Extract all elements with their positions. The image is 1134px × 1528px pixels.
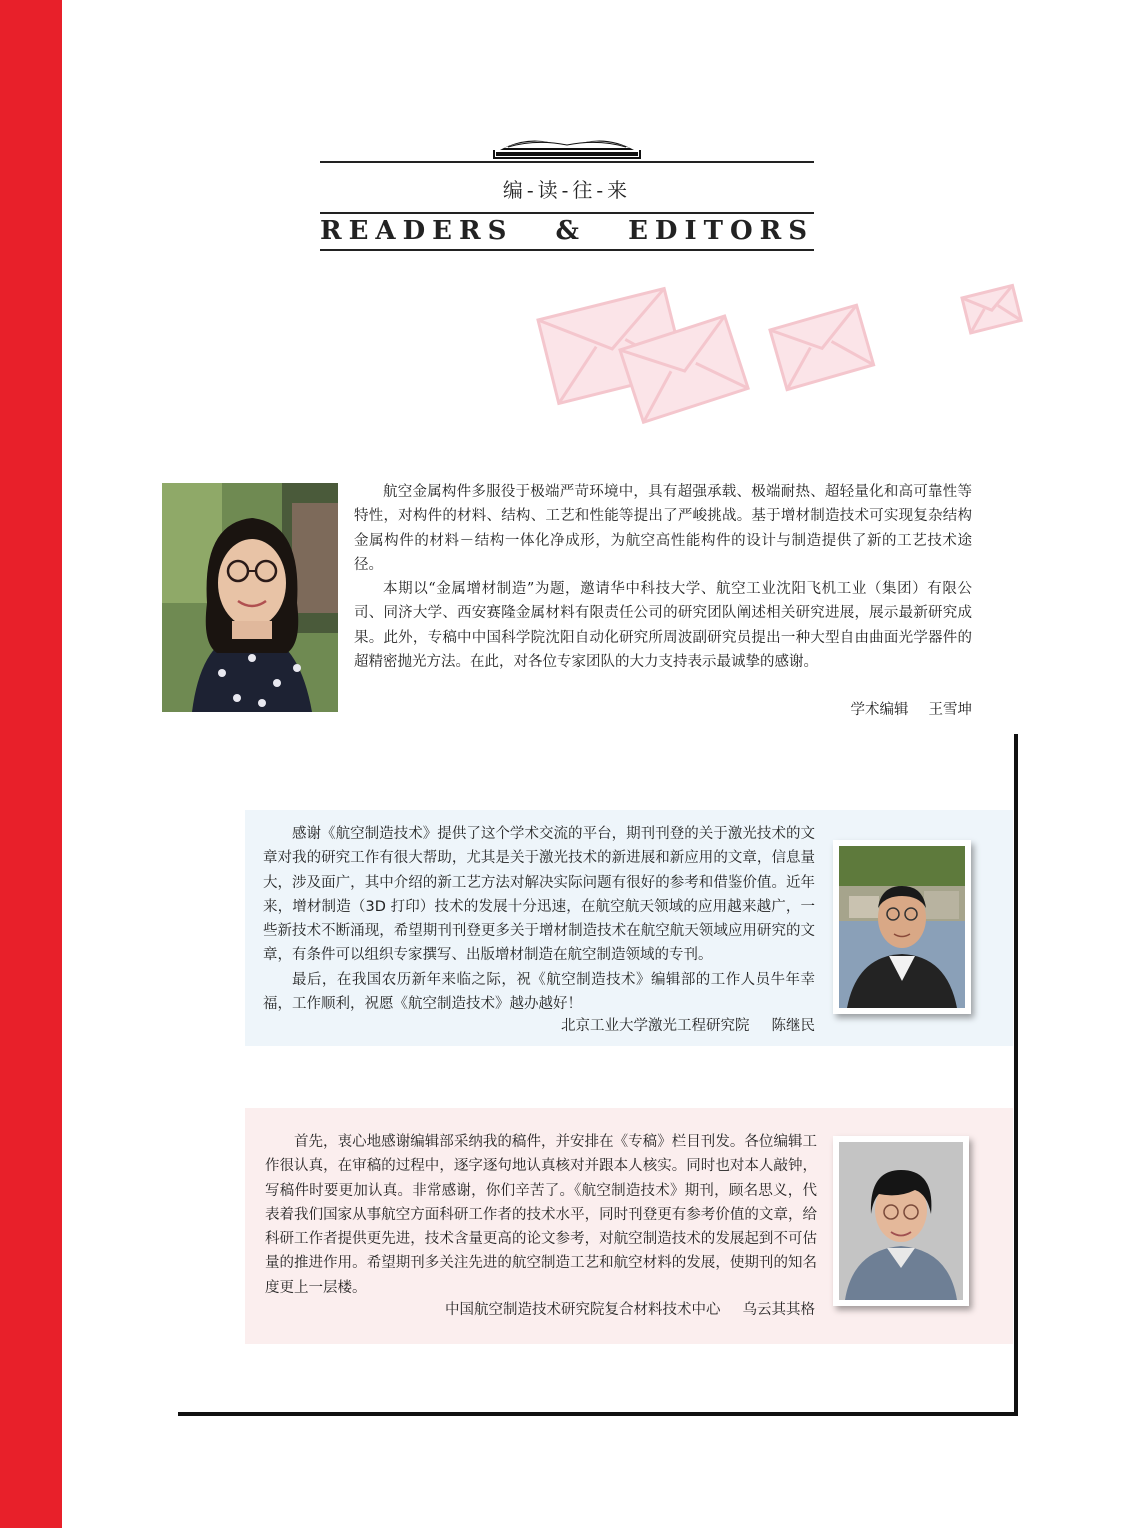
reader-portrait-photo xyxy=(839,1142,963,1300)
section-title-cn: 编-读-往-来 xyxy=(502,178,632,202)
red-side-bar xyxy=(0,0,62,1528)
editor-note-paragraph: 本期以“金属增材制造”为题，邀请华中科技大学、航空工业沈阳飞机工业（集团）有限公司、同济大学、西安赛隆金属材料有限责任公司的研究团队阐述相关研究进展，展示最新研究成果。此外，专稿中中国科学院沈阳自动化研究所周波副研究员提出一种大型自由曲面光学器件的超精密抛光方法。在此，对各位专家团队的大力支持表示最诚挚的感谢。 xyxy=(354,581,972,671)
envelopes-decoration xyxy=(530,280,1040,450)
section-title-en-word: READERS xyxy=(320,216,514,246)
envelope-icon xyxy=(538,285,1021,422)
editor-note-body xyxy=(354,480,972,674)
header-top-rule xyxy=(320,161,814,163)
frame-bottom-line xyxy=(178,1412,1018,1416)
editor-name: 王雪坤 xyxy=(928,702,972,718)
reader-letter-panel xyxy=(245,810,1013,1046)
reader-organization: 北京工业大学激光工程研究院 xyxy=(561,1018,750,1034)
reader-name: 乌云其其格 xyxy=(742,1302,815,1318)
section-title-en-word: EDITORS xyxy=(628,216,814,246)
section-title-en xyxy=(320,216,814,246)
reader-letter-paragraph: 首先，衷心地感谢编辑部采纳我的稿件，并安排在《专稿》栏目刊发。各位编辑工作很认真，在审稿的过程中，逐字逐句地认真核对并跟本人核实。同时也对本人敲钟，写稿件时要更加认真。非常感谢，你们辛苦了。《航空制造技术》期刊，顾名思义，代表着我们国家从事航空方面科研工作者的技术水平，同时刊登更有参考价值的文章，给科研工作者提供更先进，技术含量更高的论文参考，对航空制造技术的发展起到不可估量的推进作用。希望期刊多关注先进的航空制造工艺和航空材料的发展，使期刊的知名度更上一层楼。 xyxy=(265,1134,817,1296)
reader-organization: 中国航空制造技术研究院复合材料技术中心 xyxy=(445,1302,721,1318)
editor-signature xyxy=(851,698,973,719)
section-title-en-word: & xyxy=(555,216,586,246)
editor-note-paragraph: 航空金属构件多服役于极端严苛环境中，具有超强承载、极端耐热、超轻量化和高可靠性等特性，对构件的材料、结构、工艺和性能等提出了严峻挑战。基于增材制造技术可实现复杂结构金属构件的材料－结构一体化净成形，为航空高性能构件的设计与制造提供了新的工艺技术途径。 xyxy=(354,484,972,573)
reader-portrait-photo xyxy=(839,846,965,1008)
reader-photo-frame xyxy=(833,1136,969,1306)
header-bottom-rule xyxy=(320,249,814,251)
open-book-icon xyxy=(492,128,642,160)
editor-role: 学术编辑 xyxy=(850,702,909,718)
reader-letter-paragraph: 感谢《航空制造技术》提供了这个学术交流的平台，期刊刊登的关于激光技术的文章对我的研究工作有很大帮助，尤其是关于激光技术的新进展和新应用的文章，信息量大，涉及面广，其中介绍的新工艺方法对解决实际问题有很好的参考和借鉴价值。近年来，增材制造（3D 打印）技术的发展十分迅速，在航空航天领域的应用越来越广，一些新技术不断涌现，希望期刊刊登更多关于增材制造技术在航空航天领域应用研究的文章，有条件可以组织专家撰写、出版增材制造在航空制造领域的专刊。 xyxy=(263,826,815,964)
reader-signature xyxy=(445,1298,815,1319)
header-mid-rule xyxy=(320,212,814,214)
reader-signature xyxy=(561,1014,815,1035)
frame-right-line xyxy=(1014,734,1018,1416)
reader-letter-panel xyxy=(245,1108,1013,1344)
reader-photo-frame xyxy=(833,840,971,1014)
reader-name: 陈继民 xyxy=(771,1018,815,1034)
editor-portrait-photo xyxy=(162,483,338,712)
reader-letter-paragraph: 最后，在我国农历新年来临之际，祝《航空制造技术》编辑部的工作人员牛年幸福，工作顺利，祝愿《航空制造技术》越办越好！ xyxy=(263,971,815,1013)
reader-letter-body xyxy=(263,822,815,1016)
reader-letter-body xyxy=(265,1130,817,1300)
